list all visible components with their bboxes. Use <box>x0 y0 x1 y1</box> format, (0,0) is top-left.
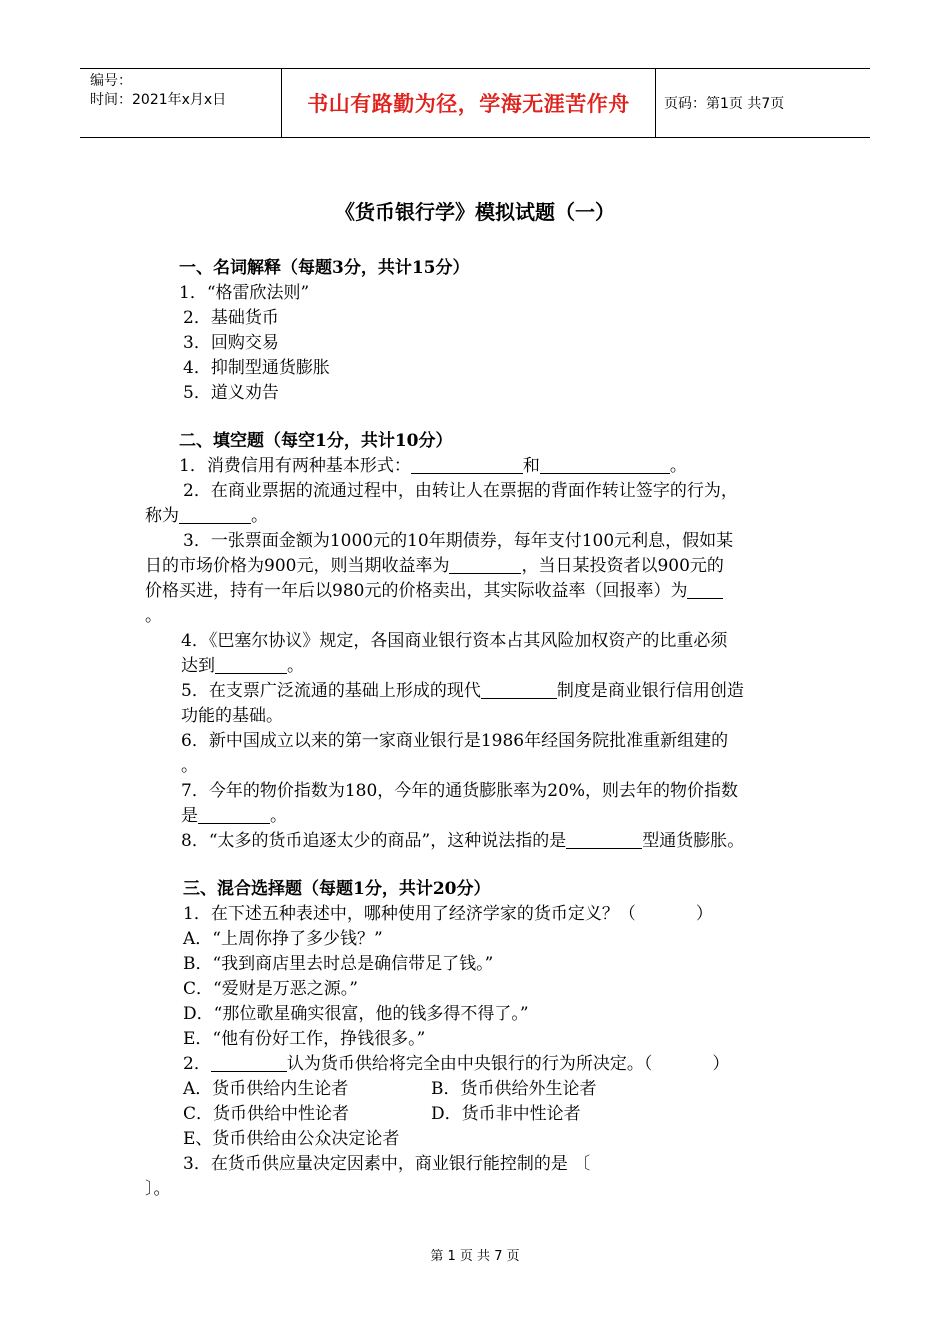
option-item[interactable]: A．“上周你挣了多少钱？” <box>183 929 383 949</box>
list-item: 3．回购交易 <box>183 333 279 353</box>
answer-blank[interactable] <box>179 505 251 524</box>
question-line: 6．新中国成立以来的第一家商业银行是1986年经国务院批准重新组建的 <box>181 731 729 751</box>
code-label: 编号： <box>90 73 132 89</box>
time-label: 时间：2021年x月x日 <box>90 92 227 108</box>
question-line: 。 <box>181 756 198 776</box>
answer-blank[interactable] <box>481 680 557 699</box>
question-line: 日的市场价格为900元，则当期收益率为 ，当日某投资者以900元的 <box>145 556 724 576</box>
question-line: 〕。 <box>145 1179 171 1199</box>
section-heading: 一、名词解释（每题3分，共计15分） <box>179 258 470 278</box>
option-row <box>145 1102 825 1127</box>
question-line: 称为 。 <box>145 506 268 526</box>
list-item: 4．抑制型通货膨胀 <box>183 358 330 378</box>
option-item[interactable]: D．“那位歌星确实很富，他的钱多得不得了。” <box>183 1004 529 1024</box>
document-title: 《货币银行学》模拟试题（一） <box>335 200 615 224</box>
header-motto: 书山有路勤为径，学海无涯苦作舟 <box>282 69 656 137</box>
answer-blank[interactable] <box>566 830 642 849</box>
exam-content <box>145 256 825 1202</box>
option-item[interactable]: C．“爱财是万恶之源。” <box>183 979 358 999</box>
section-heading: 二、填空题（每空1分，共计10分） <box>179 431 453 451</box>
answer-blank[interactable] <box>449 555 521 574</box>
answer-blank[interactable] <box>687 580 723 599</box>
list-item: 5．道义劝告 <box>183 383 279 403</box>
header-table <box>80 68 870 138</box>
question-line: 2．在商业票据的流通过程中，由转让人在票据的背面作转让签字的行为， <box>183 481 738 501</box>
question-line: 1．消费信用有两种基本形式： 和 。 <box>179 456 687 476</box>
list-item: 1．“格雷欣法则” <box>179 283 310 303</box>
option-item[interactable]: A．货币供给内生论者 <box>183 1079 349 1099</box>
question-line: 。 <box>145 606 162 626</box>
header-info-cell <box>80 69 282 137</box>
question-line: 是 。 <box>181 806 287 826</box>
option-item[interactable]: B．“我到商店里去时总是确信带足了钱。” <box>183 954 494 974</box>
question-line: 8．“太多的货币追逐太少的商品”，这种说法指的是 型通货膨胀。 <box>181 831 745 851</box>
question-line: 4．《巴塞尔协议》规定，各国商业银行资本占其风险加权资产的比重必须 <box>181 631 728 651</box>
option-item[interactable]: D．货币非中性论者 <box>431 1104 581 1124</box>
page-footer: 第 1 页 共 7 页 <box>430 1249 520 1264</box>
answer-blank[interactable] <box>215 655 287 674</box>
answer-blank[interactable] <box>198 805 270 824</box>
option-item[interactable]: E．“他有份好工作，挣钱很多。” <box>183 1029 426 1049</box>
answer-blank[interactable] <box>540 455 670 474</box>
question-line: 5．在支票广泛流通的基础上形成的现代 制度是商业银行信用创造 <box>181 681 744 701</box>
answer-blank[interactable] <box>411 455 523 474</box>
question-line: 价格买进，持有一年后以980元的价格卖出，其实际收益率（回报率）为 <box>145 579 825 604</box>
question-line: 功能的基础。 <box>181 706 283 726</box>
list-item: 2．基础货币 <box>183 308 279 328</box>
question-line: 7．今年的物价指数为180，今年的通货膨胀率为20%，则去年的物价指数 <box>181 781 739 801</box>
header-page-label: 页码：第1页 共7页 <box>664 96 785 112</box>
option-item[interactable]: C．货币供给中性论者 <box>183 1104 350 1124</box>
option-item[interactable]: E、货币供给由公众决定论者 <box>183 1129 400 1149</box>
question-line: 2． 认为货币供给将完全由中央银行的行为所决定。（ ） <box>183 1054 730 1074</box>
answer-blank[interactable] <box>211 1053 287 1072</box>
option-row <box>145 1077 825 1102</box>
section-heading: 三、混合选择题（每题1分，共计20分） <box>183 879 491 899</box>
option-item[interactable]: B．货币供给外生论者 <box>431 1079 597 1099</box>
question-line: 3．一张票面金额为1000元的10年期债券，每年支付100元利息，假如某 <box>183 531 734 551</box>
question-line: 1．在下述五种表述中，哪种使用了经济学家的货币定义？（ ） <box>183 904 713 924</box>
question-line: 3．在货币供应量决定因素中，商业银行能控制的是 〔 <box>183 1154 591 1174</box>
question-line: 达到 。 <box>181 656 304 676</box>
